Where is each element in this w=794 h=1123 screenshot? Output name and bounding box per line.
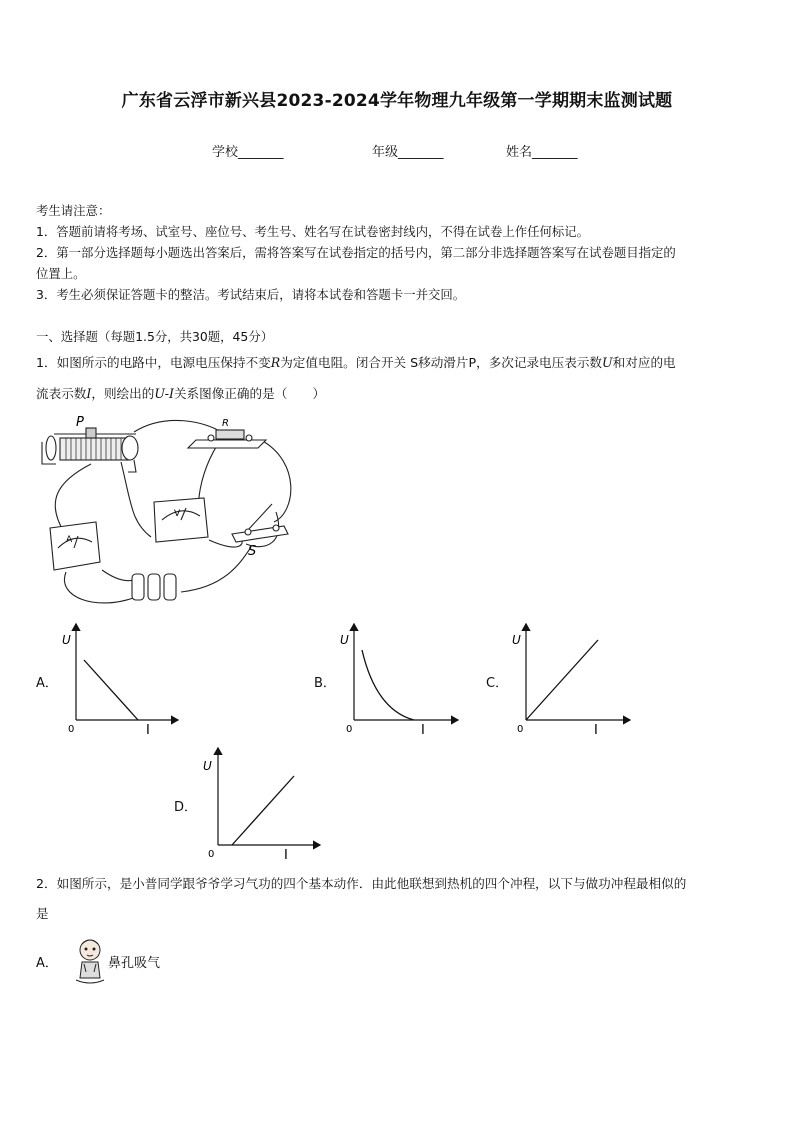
graph-c-origin: 0 <box>517 724 524 735</box>
label-a: A <box>66 535 73 545</box>
rheostat <box>42 428 138 472</box>
wire <box>102 570 134 581</box>
wire <box>181 547 251 592</box>
option-a-graph[interactable] <box>62 624 178 738</box>
q1-var-r: R <box>270 355 281 370</box>
name-blank: _______ <box>532 145 578 160</box>
battery-pack <box>132 574 176 600</box>
name-label: 姓名 <box>506 145 533 160</box>
q2-line1: 2．如图所示，是小普同学跟爷爷学习气功的四个基本动作．由此他联想到热机的四个冲程，以下与做功冲程最相似的 <box>36 876 687 891</box>
q1-line1 <box>36 347 760 378</box>
breathing-figure-image <box>72 936 112 986</box>
page-title: 广东省云浮市新兴县2023-2024学年物理九年级第一学期期末监测试题 <box>121 91 673 111</box>
label-s: S <box>248 544 257 559</box>
graph-a-ylabel: U <box>62 633 71 647</box>
graph-a-line <box>84 660 138 720</box>
graph-b-xlabel: I <box>421 723 425 738</box>
notice-item-2-cont: 位置上。 <box>36 266 86 281</box>
option-c-letter[interactable]: C． <box>486 676 509 691</box>
graph-d-xlabel: I <box>284 848 288 863</box>
graph-b-curve <box>362 650 414 720</box>
option-a-letter[interactable]: A． <box>36 676 58 691</box>
name-field[interactable] <box>506 141 578 160</box>
option-b-letter[interactable]: B． <box>314 676 336 691</box>
option-d-graph[interactable] <box>203 748 320 863</box>
notice-item-2: 2．第一部分选择题每小题选出答案后，需将答案写在试卷指定的括号内，第二部分非选择题答案写在试卷题目指定的 <box>36 245 676 260</box>
graph-a-origin: 0 <box>68 724 75 735</box>
graph-c-xlabel: I <box>594 723 598 738</box>
graph-d-origin: 0 <box>208 849 215 860</box>
q1-text-c: 和对应的电 <box>612 355 676 370</box>
switch <box>232 504 288 542</box>
q2-line2: 是 <box>36 906 49 921</box>
graph-b-origin: 0 <box>346 724 353 735</box>
notice-item-1: 1．答题前请将考场、试室号、座位号、考生号、姓名写在试卷密封线内，不得在试卷上作任何标记。 <box>36 224 590 239</box>
graph-c-ylabel: U <box>512 633 521 647</box>
graph-b-ylabel: U <box>340 633 349 647</box>
q1-text-e: ，则绘出的 <box>91 386 155 401</box>
option-c-graph[interactable] <box>512 624 630 738</box>
option-b-graph[interactable] <box>340 624 458 738</box>
q1-text-f: 关系图像正确的是（ ） <box>173 386 326 401</box>
graph-c-line <box>526 640 598 720</box>
q1-text-b: 为定值电阻。闭合开关 S移动滑片P，多次记录电压表示数 <box>280 355 603 370</box>
q1-text-a: 1．如图所示的电路中，电源电压保持不变 <box>36 355 271 370</box>
notice-item-3: 3．考生必须保证答题卡的整洁。考试结束后，请将本试卷和答题卡一并交回。 <box>36 287 466 302</box>
option-d-letter[interactable]: D． <box>174 800 198 815</box>
q1-line2 <box>36 378 760 409</box>
wire <box>64 572 136 603</box>
answer-graphs <box>36 620 766 870</box>
label-v: V <box>174 509 181 519</box>
graph-d-line <box>232 776 294 845</box>
wire <box>261 440 291 522</box>
ammeter <box>50 522 100 570</box>
grade-field[interactable] <box>372 141 444 160</box>
school-field[interactable] <box>212 141 284 160</box>
q1-var-i: I <box>86 386 92 401</box>
q1-text-d: 流表示数 <box>36 386 87 401</box>
school-blank: _______ <box>238 145 284 160</box>
section-heading: 一、选择题（每题1.5分，共30题，45分） <box>36 329 274 344</box>
grade-blank: _______ <box>398 145 444 160</box>
school-label: 学校 <box>212 145 239 160</box>
resistor-board <box>188 430 266 448</box>
graph-a-xlabel: I <box>146 723 150 738</box>
wire <box>55 464 91 532</box>
circuit-diagram <box>36 412 306 612</box>
wire <box>121 462 151 537</box>
q1-var-ui: U-I <box>154 386 174 401</box>
wire <box>134 420 221 432</box>
q2-option-a-letter[interactable]: A． <box>36 956 58 971</box>
grade-label: 年级 <box>372 145 399 160</box>
voltmeter <box>154 498 208 542</box>
q2-option-a-caption: 鼻孔吸气 <box>108 956 161 971</box>
label-p: P <box>76 415 84 430</box>
notice-heading: 考生请注意： <box>36 203 111 218</box>
graph-d-ylabel: U <box>203 759 212 773</box>
q1-var-u: U <box>602 355 613 370</box>
label-r: R <box>222 418 229 429</box>
